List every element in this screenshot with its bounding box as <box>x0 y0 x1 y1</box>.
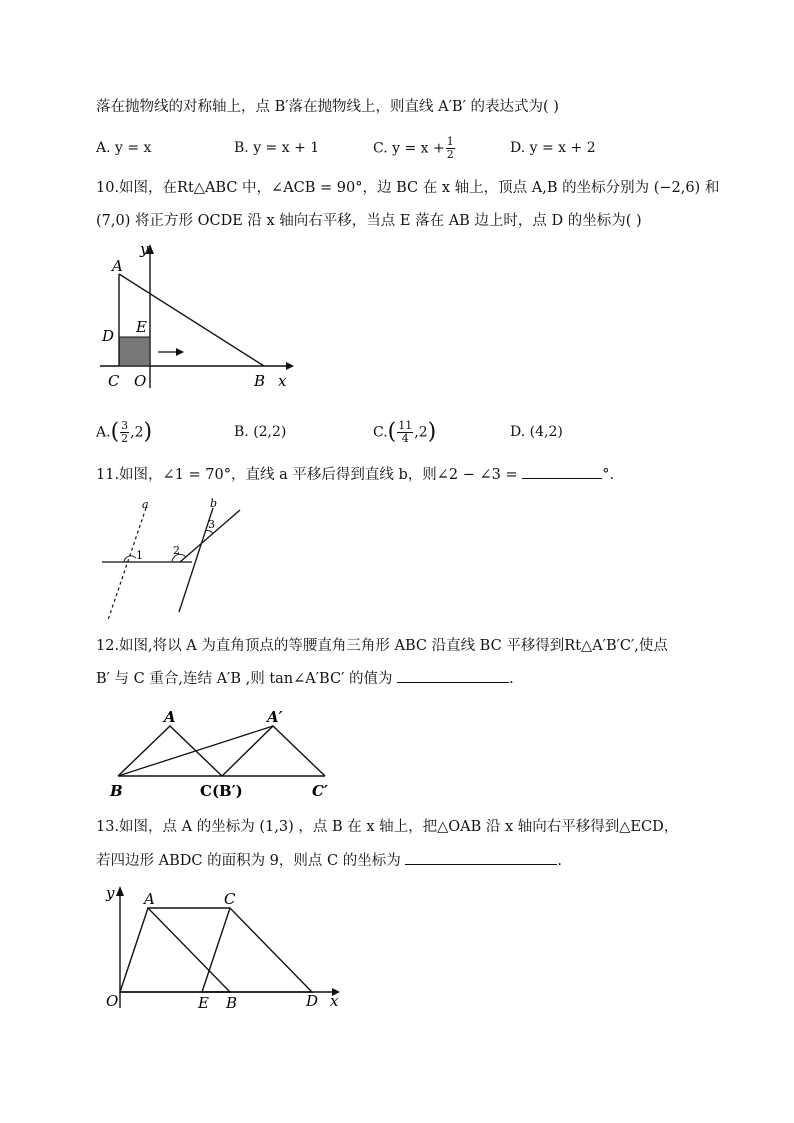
q9-option-b: B. y = x + 1 <box>234 140 320 156</box>
q10-label-y: y <box>140 240 149 258</box>
q10-label-a: A <box>112 257 123 275</box>
q10-option-a-suffix: ,2 <box>130 424 144 441</box>
q9-stem: 落在抛物线的对称轴上，点 B′落在抛物线上，则直线 A′B′ 的表达式为( ) <box>96 99 559 115</box>
q10-move-arrowhead <box>176 348 184 356</box>
q13-label-o: O <box>106 992 119 1010</box>
q12-stem-line1: 12.如图,将以 A 为直角顶点的等腰直角三角形 ABC 沿直线 BC 平移得到Rt△A′B′C′,使点 <box>96 638 668 654</box>
q11-line-a <box>108 508 146 620</box>
q9-frac-num: 1 <box>446 135 454 148</box>
q10-option-c-fraction <box>397 420 413 445</box>
q10-label-x: x <box>278 372 287 390</box>
q10-option-c-num: 11 <box>398 419 413 432</box>
q12-segment-a2b <box>118 726 273 776</box>
q11-label-a: a <box>142 498 149 511</box>
q11-answer-blank[interactable] <box>522 464 602 479</box>
q10-option-a-lparen: ( <box>110 419 120 445</box>
q12-label-c-prime: C′ <box>312 782 328 800</box>
q13-stem-suffix: . <box>557 853 562 869</box>
q10-option-d: D. (4,2) <box>510 424 563 440</box>
q10-x-arrow <box>286 362 294 370</box>
q13-stem-line1: 13.如图，点 A 的坐标为 (1,3) ，点 B 在 x 轴上，把△OAB 沿 x 轴向右平移得到△ECD， <box>96 819 679 835</box>
q13-y-arrow <box>116 886 124 896</box>
q13-label-b: B <box>226 994 238 1012</box>
q11-stem <box>96 464 614 485</box>
q10-option-b: B. (2,2) <box>234 424 287 440</box>
q10-option-c-rparen: ) <box>427 419 437 445</box>
q10-option-a-num: 3 <box>121 419 129 432</box>
q10-figure <box>96 238 306 398</box>
q10-square-ocde <box>119 337 150 366</box>
q10-option-a-rparen: ) <box>143 419 153 445</box>
q10-option-a-fraction <box>120 420 129 445</box>
q13-label-a: A <box>144 890 155 908</box>
q10-option-a-prefix: A. <box>96 424 111 441</box>
q10-stem-line2: (7,0) 将正方形 OCDE 沿 x 轴向右平移，当点 E 落在 AB 边上时，点 D 的坐标为( ) <box>96 213 642 229</box>
q10-label-b: B <box>254 372 266 390</box>
q12-label-a: A <box>164 708 176 726</box>
q11-label-1: 1 <box>136 549 143 562</box>
q11-stem-suffix: °. <box>602 467 615 483</box>
q10-option-a-den: 2 <box>121 432 129 445</box>
q9-option-a: A. y = x <box>96 140 152 156</box>
q10-label-d: D <box>102 327 115 345</box>
q11-label-b: b <box>210 497 218 510</box>
q10-label-e: E <box>136 318 147 336</box>
q9-option-c <box>373 136 456 161</box>
q12-label-b: B <box>110 782 123 800</box>
q13-label-y: y <box>106 884 115 902</box>
q10-label-c: C <box>108 372 120 390</box>
q11-figure <box>100 494 250 620</box>
q10-option-c-suffix: ,2 <box>414 424 428 441</box>
q9-option-c-text: C. y = x + <box>373 140 445 157</box>
q10-label-o: O <box>134 372 147 390</box>
q9-option-d: D. y = x + 2 <box>510 140 596 156</box>
q12-triangle-a2b2c2 <box>222 726 325 776</box>
q12-label-a-prime: A′ <box>267 708 283 726</box>
q11-label-2: 2 <box>173 544 180 557</box>
q10-option-a <box>96 420 152 445</box>
q13-stem-line2 <box>96 850 562 871</box>
q12-stem-suffix: . <box>509 671 514 687</box>
q13-stem-line2-text: 若四边形 ABDC 的面积为 9，则点 C 的坐标为 <box>96 853 401 869</box>
q12-label-c-b-prime: C(B′) <box>200 782 243 800</box>
q12-answer-blank[interactable] <box>397 668 509 683</box>
q12-stem-line2-text: B′ 与 C 重合,连结 A′B ,则 tan∠A′BC′ 的值为 <box>96 671 393 687</box>
q10-option-c-lparen: ( <box>387 419 397 445</box>
q12-figure <box>104 704 340 802</box>
q13-figure <box>98 880 348 1016</box>
q13-label-c: C <box>224 890 236 908</box>
q9-frac-den: 2 <box>446 148 454 161</box>
q11-stem-text: 11.如图，∠1 = 70°，直线 a 平移后得到直线 b，则∠2 − ∠3 = <box>96 467 518 483</box>
q13-triangle-oab <box>120 908 230 992</box>
q13-label-e: E <box>198 994 209 1012</box>
q12-stem-line2 <box>96 668 514 689</box>
q10-option-c-den: 4 <box>401 432 409 445</box>
q13-label-x: x <box>330 992 339 1010</box>
q12-triangle-abc <box>118 726 222 776</box>
q13-answer-blank[interactable] <box>405 850 557 865</box>
q10-option-c <box>373 420 436 445</box>
q10-stem-line1: 10.如图，在Rt△ABC 中，∠ACB = 90°，边 BC 在 x 轴上，顶点 A,B 的坐标分别为 (−2,6) 和 <box>96 180 720 196</box>
q11-angle-1-arc <box>124 556 136 562</box>
q11-label-3: 3 <box>208 518 215 531</box>
q10-option-c-prefix: C. <box>373 424 388 441</box>
q13-label-d: D <box>306 992 319 1010</box>
q9-option-c-fraction <box>446 136 455 161</box>
